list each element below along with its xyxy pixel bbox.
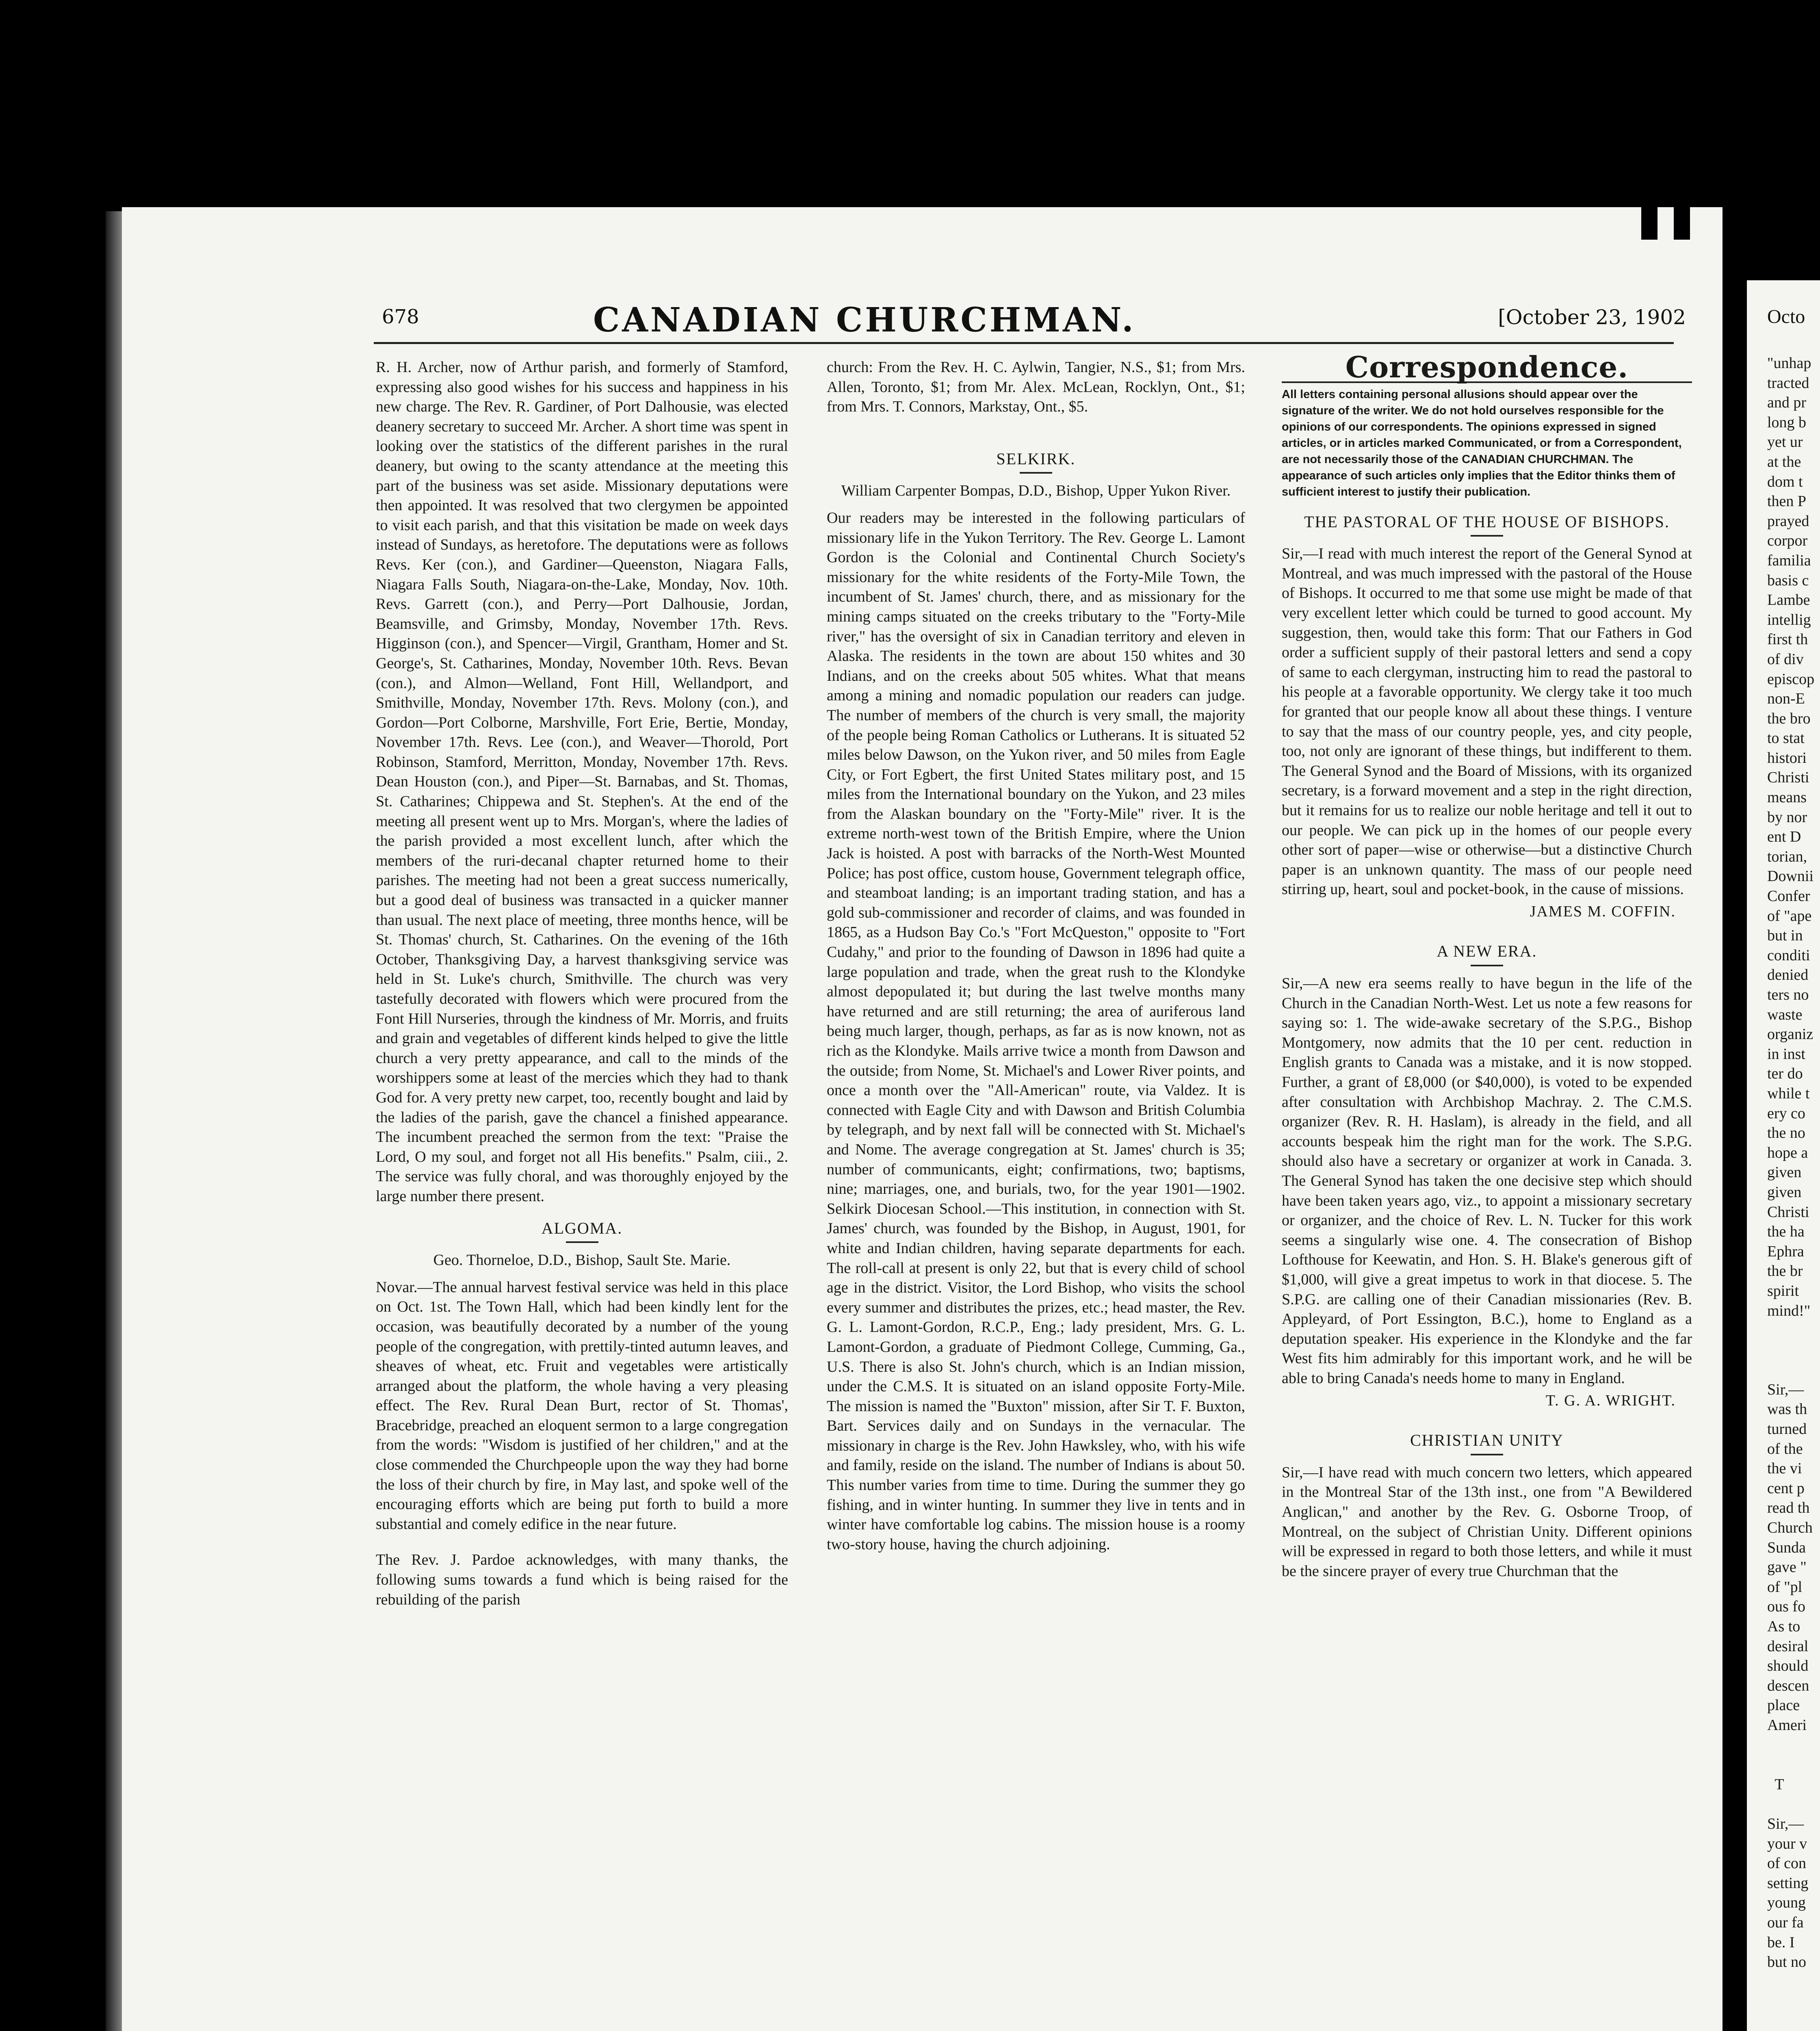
column-2 xyxy=(827,357,1245,1557)
paragraph: R. H. Archer, now of Arthur parish, and formerly of Stamford, expressing also good wishes for his success and happiness in his new charge. The Rev. R. Gardiner, of Port Dalhousie, was elected deanery secretary to succeed Mr. Archer. A short time was spent in looking over the statistics of the different parishes in the rural deanery, but owing to the scanty attendance at the meeting this part of the business was set aside. Missionary deputations were then appointed. It was resolved that two clergymen be appointed to visit each parish, and that this visitation be made on week days instead of Sundays, as heretofore. The deputations were as follows Revs. Ker (con.), and Gardiner—Queenston, Niagara Falls, Niagara Falls South, Niagara-on-the-Lake, Monday, Nov. 10th. Revs. Garrett (con.), and Perry—Port Dalhousie, Jordan, Beamsville, and Grimsby, Monday, November 17th. Revs. Higginson (con.), and Spencer—Virgil, Grantham, Homer and St. George's, St. Catharines, Monday, November 10th. Revs. Bevan (con.), and Almon—Welland, Font Hill, Wellandport, and Smithville, Monday, November 17th. Revs. Molony (con.), and Gordon—Port Colborne, Marshville, Fort Erie, Bertie, Monday, November 17th. Revs. Lee (con.), and Weaver—Thorold, Port Robinson, Stamford, Merritton, Monday, November 17th. Revs. Dean Houston (con.), and Piper—St. Barnabas, and St. Thomas, St. Catharines; Chippewa and St. Stephen's. At the end of the meeting all present went up to Mrs. Morgan's, where the ladies of the parish provided a most excellent lunch, after which the members of the ruri-decanal chapter returned home to their parishes. The meeting had not been a great success numerically, but a good deal of business was transacted in a quicker manner than usual. The next place of meeting, three months hence, will be St. Thomas' church, St. Catharines. On the evening of the 16th October, Thanksgiving Day, a harvest thanksgiving service was held in St. Luke's church, Smithville. The church was very tastefully decorated with flowers which were procured from the Font Hill Nurseries, through the kindness of Mr. Morris, and fruits and grain and vegetables of different kinds helped to give the little church a very pretty appearance, and call to the minds of the worshippers some at least of the mercies which they had to thank God for. A very pretty new carpet, too, recently bought and laid by the ladies of the parish, gave the chancel a finished appearance. The incumbent preached the sermon from the text: "Praise the Lord, O my soul, and forget not all His benefits." Psalm, ciii., 2. The service was fully choral, and was thoroughly enjoyed by the large number there present. xyxy=(376,359,788,1205)
letter-signature: T. G. A. WRIGHT. xyxy=(1545,1392,1676,1409)
letter-body: Sir,—I have read with much concern two letters, which appeared in the Montreal Star of the 13th inst., one from "A Bewildered Anglican," and another by the Rev. G. Osborne Troop, of Montreal, on the subject of Christian Unity. Different opinions will be expressed in regard to both those letters, and while it must be the sincere prayer of every true Churchman that the xyxy=(1282,1464,1692,1580)
header-rule xyxy=(374,342,1674,344)
column-1 xyxy=(376,357,788,1612)
paragraph: Our readers may be interested in the following particulars of missionary life in the Yukon Territory. The Rev. George L. Lamont Gordon is the Colonial and Continental Church Society's missionary for the white residents of the Forty-Mile Town, the incumbent of St. James' church, there, and as missionary for the mining camps situated on the creeks tributary to the "Forty-Mile river," has the oversight of six in Canadian territory and eleven in Alaska. The residents in the town are about 150 whites and 30 Indians, and on the creeks about 505 whites. What that means among a mining and nomadic population our readers can judge. The number of members of the church is very small, the majority of the people being Roman Catholics or Lutherans. It is situated 52 miles below Dawson, on the Yukon river, and 50 miles from Eagle City, or Fort Egbert, the first United States military post, and 15 miles from the International boundary on the Yukon, and 23 miles from the Alaskan boundary on the "Forty-Mile" river. It is the extreme north-west town of the British Empire, where the Union Jack is hoisted. A post with barracks of the North-West Mounted Police; has post office, custom house, Government telegraph office, and steamboat landing; is an important trading station, and has a gold sub-commissioner and recorder of claims, and was founded in 1865, as a Hudson Bay Co.'s "Fort McQueston," opposite to "Fort Cudahy," and prior to the founding of Dawson in 1896 had quite a large population and trade, when the great rush to the Klondyke almost depopulated it; but during the last twelve months many have returned and are still returning; the area of auriferous land being much larger, though, perhaps, as far as is now known, not as rich as the Klondyke. Mails arrive twice a month from Dawson and the outside; from Nome, St. Michael's and Lower River points, and once a month over the "All-American" route, via Valdez. It is connected with Eagle City and with Dawson and British Columbia by telegraph, and by next fall will be connected with St. Michael's and Nome. The average congregation at St. James' church is 35; number of communicants, eight; confirmations, two; baptisms, nine; marriages, one, and burials, two, for the year 1901—1902. Selkirk Diocesan School.—This institution, in connection with St. James' church, was founded by the Bishop, in August, 1901, for white and Indian children, having separate departments for each. The roll-call at present is only 22, but that is every child of school age in the district. Visitor, the Lord Bishop, who visits the school every summer and distributes the prizes, etc.; head master, the Rev. G. L. Lamont-Gordon, R.C.P., Eng.; lady president, Mrs. G. L. Lamont-Gordon, a graduate of Piedmont College, Cumming, Ga., U.S. There is also St. John's church, which is an Indian mission, under the C.M.S. It is situated on an island opposite Forty-Mile. The mission is named the "Buxton" mission, after Sir T. F. Buxton, Bart. Services daily and on Sundays in the vernacular. The missionary in charge is the Rev. John Hawksley, who, with his wife and family, reside on the island. The number of Indians is about 50. This number varies from time to time. During the summer they go fishing, and in winter hunting. In summer they live in tents and in winter have comfortable log cabins. The mission house is a roomy two-story house, having the church adjoining. xyxy=(827,509,1245,1553)
paragraph: church: From the Rev. H. C. Aylwin, Tangier, N.S., $1; from Mrs. Allen, Toronto, $1; from Mr. Alex. McLean, Rocklyn, Ont., $1; from Mrs. T. Connors, Markstay, Ont., $5. xyxy=(827,359,1245,416)
page-header xyxy=(382,301,1706,340)
divider xyxy=(1020,472,1052,474)
microfilm-mark xyxy=(1641,134,1658,240)
divider xyxy=(1471,1454,1503,1455)
byline: William Carpenter Bompas, D.D., Bishop, Upper Yukon River. xyxy=(841,482,1231,500)
letter-body: Sir,—I read with much interest the report of the General Synod at Montreal, and was much impressed with the pastoral of the House of Bishops. It occurred to me that some use might be made of that very excellent letter which could be turned to good account. My suggestion, then, would take this form: That our Fathers in God order a sufficient supply of their pastoral letters and send a copy of same to each clergyman, instructing him to read the pastoral to his people at a favorable opportunity. We clergy take it too much for granted that our people know all about these things. I venture to say that the mass of our country people, yes, and city people, too, not only are ignorant of these things, but indifferent to them. The General Synod and the Board of Missions, with its organized secretary, is a forward movement and a step in the right direction, but it remains for us to realize our noble heritage and tell it out to our people. We can pick up in the homes of our people every other sort of paper—wise or otherwise—but a distinctive Church paper is an unknown quantity. The mass of our people need stirring up, heart, soul and pocket-book, in the cause of missions. xyxy=(1282,545,1692,898)
section-heading-algoma: ALGOMA. xyxy=(541,1219,623,1237)
letter-heading: A NEW ERA. xyxy=(1436,942,1537,961)
issue-date: [October 23, 1902 xyxy=(1498,305,1686,329)
divider xyxy=(1471,535,1503,537)
column-3 xyxy=(1282,350,1692,1583)
letter-body: Sir,—A new era seems really to have begun in the life of the Church in the Canadian North-West. Let us note a few reasons for saying so: 1. The wide-awake secretary of the S.P.G., Bishop Montgomery, now admits that the 10 per cent. reduction in English grants to Canada was a mistake, and it is now stopped. Further, a grant of £8,000 (or $40,000), is voted to be expended after consultation with Archbishop Machray. 2. The C.M.S. organizer (Rev. R. H. Haslam), is already in the field, and all accounts bespeak him the right man for the work. The S.P.G. should also have a secretary or organizer at work in Canada. 3. The General Synod has taken the one decisive step which should have been taken years ago, viz., to appoint a missionary secretary or organizer, and the choice of Rev. L. N. Tucker for this work seems a singularly wise one. 4. The consecration of Bishop Lofthouse for Keewatin, and Hon. S. H. Blake's generous gift of $1,000, will give a great impetus to work in that diocese. 5. The S.P.G. are calling one of their Canadian missionaries (Rev. B. Appleyard, of Port Essington, B.C.), home to England as a deputation speaker. His experience in the Klondyke and the far West fits him admirably for this important work, and he will be able to bring Canada's needs home to many in England. xyxy=(1282,975,1692,1387)
divider xyxy=(1471,965,1503,966)
letter-heading: CHRISTIAN UNITY xyxy=(1410,1431,1564,1450)
letter-heading: THE PASTORAL OF THE HOUSE OF BISHOPS. xyxy=(1304,512,1670,531)
paragraph: The Rev. J. Pardoe acknowledges, with many thanks, the following sums towards a fund which is being raised for the rebuilding of the parish xyxy=(376,1551,788,1608)
correspondence-title: Correspondence. xyxy=(1345,350,1629,384)
facing-page-text: "unhap tracted and pr long b yet ur at the dom t then P prayed corpor familia basis c Lambe intellig first th of div episcop non-E the bro to stat histori Christi means by nor ent D torian, Downii Confer of "ape but in conditi denied ters no waste organiz in inst ter do while t ery co the no hope a given given Christi the ha Ephra the br spirit mind!" Sir,— was th turned of the the vi cent p read th Church Sunda gave " of "pl ous fo As to desiral should descen place Ameri T Sir,— your v of con setting young our fa be. I but no xyxy=(1767,355,1815,1971)
letter-signature: JAMES M. COFFIN. xyxy=(1530,903,1676,920)
divider xyxy=(566,1241,598,1243)
editorial-notice: All letters containing personal allusions should appear over the signature of the writer. We do not hold ourselves responsible for the opinions of our correspondents. The opinions expressed in signed articles, or in articles marked Communicated, or from a Correspondent, are not necessarily those of the CANADIAN CHURCHMAN. The appearance of such articles only implies that the Editor thinks them of sufficient interest to justify their publication. xyxy=(1282,381,1692,500)
byline: Geo. Thorneloe, D.D., Bishop, Sault Ste. Marie. xyxy=(433,1252,731,1269)
paragraph: Novar.—The annual harvest festival service was held in this place on Oct. 1st. The Town Hall, which had been kindly lent for the occasion, was beautifully decorated by a number of the young people of the congregation, with prettily-tinted autumn leaves, and sheaves of wheat, etc. Fruit and vegetables were artistically arranged about the platform, the whole having a very pleasing effect. The Rev. Rural Dean Burt, rector of St. Thomas', Bracebridge, preached an eloquent sermon to a large congregation from the words: "Wisdom is justified of her children," and at the close commended the Churchpeople upon the way they had borne the loss of their church by fire, in May last, and spoke well of the encouraging efforts which are being put forth to build a more substantial and comely edifice in the near future. xyxy=(376,1278,788,1533)
section-heading-selkirk: SELKIRK. xyxy=(996,449,1076,468)
masthead: CANADIAN CHURCHMAN. xyxy=(593,301,1136,340)
facing-page-header: Octo xyxy=(1767,306,1805,327)
page-number: 678 xyxy=(382,305,419,328)
microfilm-mark xyxy=(1674,134,1690,240)
